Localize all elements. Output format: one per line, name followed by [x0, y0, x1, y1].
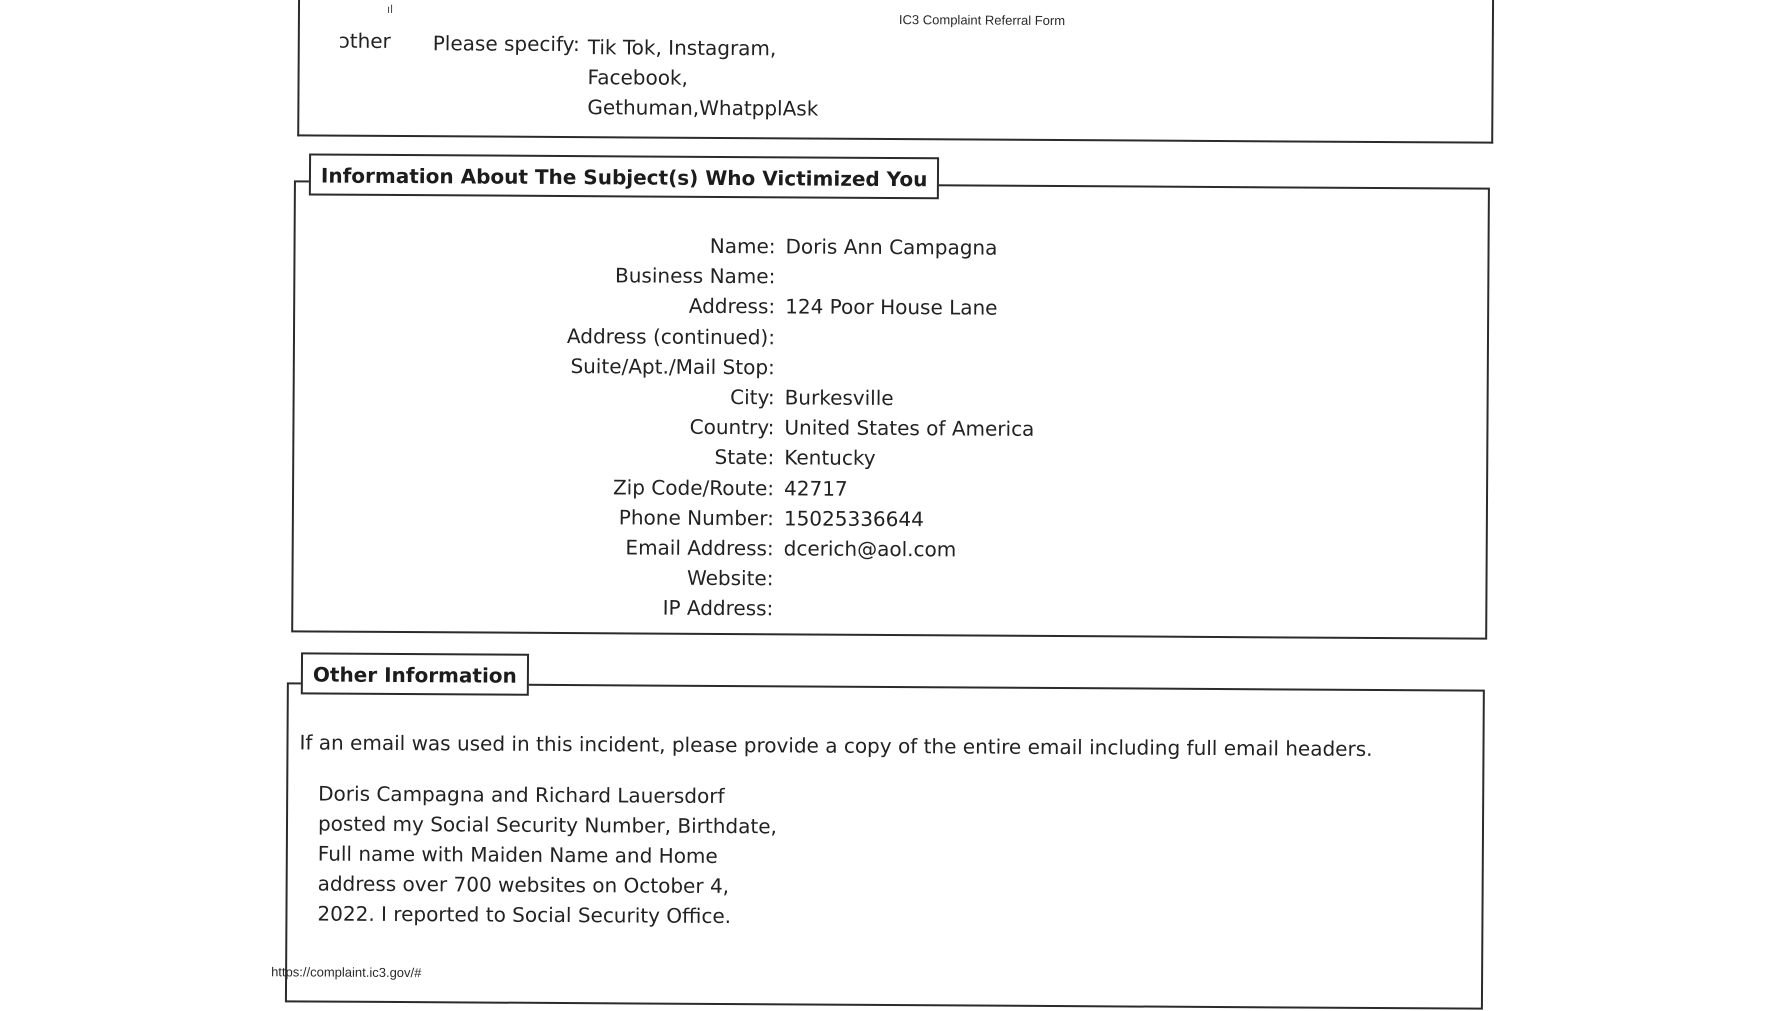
field-value: Doris Ann Campagna: [775, 234, 997, 259]
field-label: Business Name:: [441, 263, 775, 289]
form-header-title: IC3 Complaint Referral Form: [899, 12, 1065, 28]
field-value: 15025336644: [774, 506, 924, 531]
field-label: Address (continued):: [441, 323, 775, 349]
field-label: Name:: [441, 232, 775, 258]
field-label: Country:: [440, 413, 774, 439]
field-row-phone: [440, 501, 1240, 536]
narrative-line: Doris Campagna and Richard Lauersdorf: [318, 779, 777, 812]
field-label: Email Address:: [440, 534, 774, 560]
field-value: 124 Poor House Lane: [775, 295, 997, 320]
field-label: Phone Number:: [440, 504, 774, 530]
field-row-website: [439, 561, 1239, 596]
field-label: Suite/Apt./Mail Stop:: [441, 353, 775, 379]
specify-values: [587, 32, 818, 123]
field-label: IP Address:: [439, 595, 773, 621]
field-value: Kentucky: [774, 446, 875, 471]
field-value: dcerich@aol.com: [774, 536, 957, 561]
specify-line: Tik Tok, Instagram,: [588, 32, 819, 63]
specify-line: Facebook,: [587, 62, 818, 93]
field-row-state: [440, 441, 1240, 476]
field-label: City:: [441, 383, 775, 409]
footer-url: https://complaint.ic3.gov/#: [271, 964, 421, 980]
field-row-ip-address: [439, 592, 1239, 627]
field-row-address-continued: [441, 320, 1241, 355]
field-label: State:: [440, 444, 774, 470]
field-row-city: [441, 380, 1241, 415]
field-value: United States of America: [774, 416, 1034, 442]
field-row-email: [440, 531, 1240, 566]
narrative-line: address over 700 websites on October 4,: [318, 869, 777, 902]
field-label: Website:: [439, 564, 773, 590]
field-label: Zip Code/Route:: [440, 474, 774, 500]
field-row-zip: [440, 471, 1240, 506]
victim-contact-section-box: [297, 0, 1494, 144]
corner-mark: ıl: [387, 3, 393, 16]
field-row-address: [441, 290, 1241, 325]
field-row-suite: [441, 350, 1241, 385]
field-row-business-name: [441, 259, 1241, 294]
narrative-line: 2022. I reported to Social Security Office.: [317, 899, 776, 932]
other-info-section-legend: Other Information: [301, 652, 529, 695]
field-label: Address:: [441, 293, 775, 319]
incident-narrative: [317, 779, 777, 932]
subject-fields: [439, 229, 1241, 626]
field-value: Burkesville: [775, 385, 894, 410]
specify-line: Gethuman,WhatpplAsk: [587, 92, 818, 123]
field-row-name: [441, 229, 1241, 264]
email-instruction-text: If an email was used in this incident, please provide a copy of the entire email including full email headers.: [299, 730, 1372, 761]
subject-section-legend: Information About The Subject(s) Who Victimized You: [309, 153, 940, 199]
field-row-country: [440, 410, 1240, 445]
field-value: 42717: [774, 476, 848, 500]
narrative-line: Full name with Maiden Name and Home: [318, 839, 777, 872]
narrative-line: posted my Social Security Number, Birthdate,: [318, 809, 777, 842]
please-specify-label: Please specify:: [433, 31, 580, 56]
other-option-label: ɔther: [339, 29, 391, 53]
